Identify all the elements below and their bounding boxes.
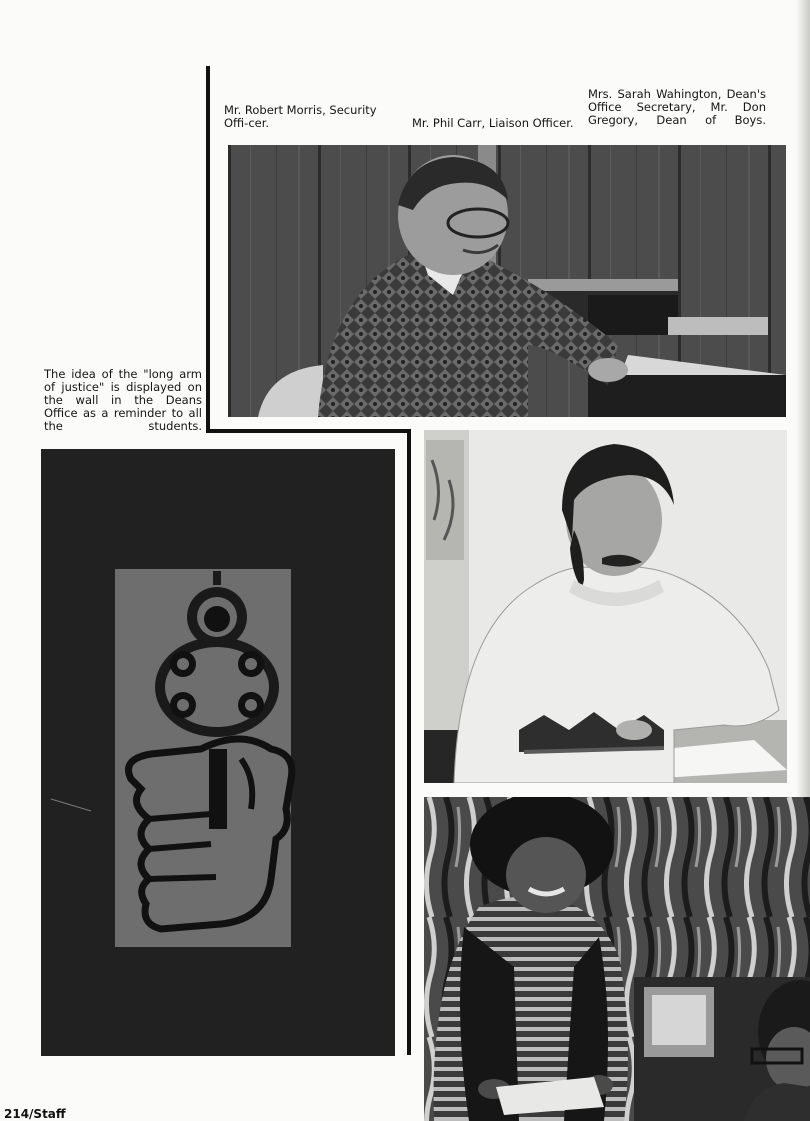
- caption-sarah-washington: Mrs. Sarah Wahington, Dean's Office Secretary, Mr. Don Gregory, Dean of Boys.: [588, 87, 766, 127]
- photo-long-arm-of-justice-poster: [41, 449, 395, 1056]
- photo-robert-morris: [228, 145, 786, 417]
- photo-sarah-washington-don-gregory: [424, 797, 810, 1121]
- rule-vertical-left: [206, 66, 210, 432]
- rule-vertical-center: [407, 429, 411, 1055]
- caption-long-arm-of-justice: The idea of the "long arm of justice" is displayed on the wall in the Deans Office as a reminder to all the students.: [44, 367, 202, 433]
- caption-phil-carr: Mr. Phil Carr, Liaison Officer.: [412, 116, 574, 130]
- caption-robert-morris: Mr. Robert Morris, Security Offi-cer.: [224, 103, 377, 130]
- photo-phil-carr: [424, 430, 787, 783]
- page-folio: 214/Staff: [4, 1107, 66, 1121]
- rule-horizontal: [206, 429, 411, 433]
